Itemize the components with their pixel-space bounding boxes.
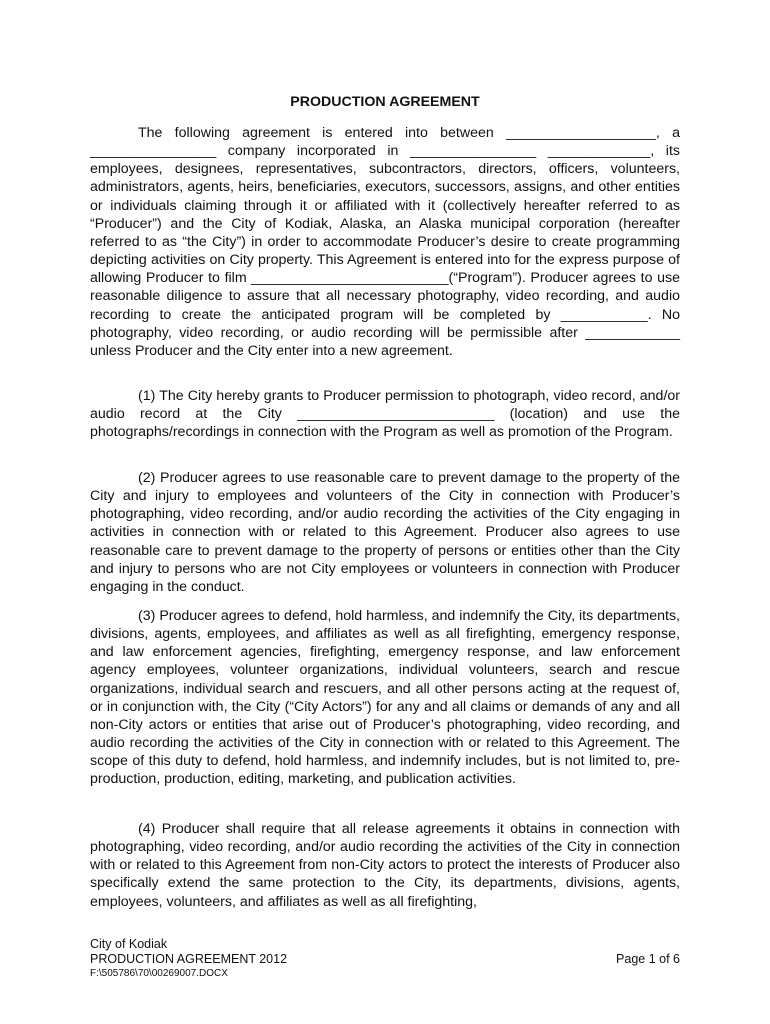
paragraph-1: (1) The City hereby grants to Producer permission to photograph, video record, and/or audio record at the City _________________________ (location) and use the photographs/recordings in connection with the Program as well as promotion of the Program.: [90, 388, 680, 441]
page-number: Page 1 of 6: [616, 952, 680, 966]
paragraph-4: (4) Producer shall require that all release agreements it obtains in connection with photographing, video recording, and/or audio recording the activities of the City in connection with or related to this Agreement from non-City actors to protect the interests of Producer also specifically extend the same protection to the City, its departments, divisions, agents, employees, volunteers, and affiliates as well as all firefighting,: [90, 821, 680, 910]
footer-left: [90, 937, 287, 980]
document-title: PRODUCTION AGREEMENT: [290, 94, 480, 110]
footer-file-path: F:\505786\70\00269007.DOCX: [90, 968, 228, 979]
paragraph-intro: The following agreement is entered into between ___________________, a ________________ company incorporated in ________________ _____________, its employees, designees, representatives, subcontractors, directors, officers, volunteers, administrators, agents, heirs, beneficiaries, executors, successors, assigns, and other entities or individuals claiming through it or affiliated with it (collectively hereafter referred to as “Producer”) and the City of Kodiak, Alaska, an Alaska municipal corporation (hereafter referred to as “the City”) in order to accommodate Producer’s desire to create programming depicting activities on City property. This Agreement is entered into for the express purpose of allowing Producer to film _________________________(“Program”). Producer agrees to use reasonable diligence to assure that all necessary photography, video recording, and audio recording to create the anticipated program will be completed by ___________. No photography, video recording, or audio recording will be permissible after ____________ unless Producer and the City enter into a new agreement.: [90, 125, 680, 359]
paragraph-2: (2) Producer agrees to use reasonable care to prevent damage to the property of the City and injury to employees and volunteers of the City in connection with Producer’s photographing, video recording, and/or audio recording the activities of the City engaging in activities in connection with or related to this Agreement. Producer also agrees to use reasonable care to prevent damage to the property of persons or entities other than the City and injury to persons who are not City employees or volunteers in connection with Producer engaging in the conduct.: [90, 470, 680, 595]
footer-org: City of Kodiak: [90, 937, 168, 951]
paragraph-3: (3) Producer agrees to defend, hold harmless, and indemnify the City, its departments, divisions, agents, employees, and affiliates as well as all firefighting, emergency response, and law enforcement agencies, firefighting, emergency response, and law enforcement agency employees, volunteer organizations, individual volunteers, search and rescue organizations, individual search and rescuers, and all other persons acting at the request of, or in conjunction with, the City (“City Actors”) for any and all claims or demands of any and all non-City actors or entities that arise out of Producer’s photographing, video recording, and audio recording the activities of the City in connection with or related to this Agreement. The scope of this duty to defend, hold harmless, and indemnify includes, but is not limited to, pre-production, production, editing, marketing, and publication activities.: [90, 608, 680, 788]
footer-doc-name: PRODUCTION AGREEMENT 2012: [90, 952, 288, 966]
